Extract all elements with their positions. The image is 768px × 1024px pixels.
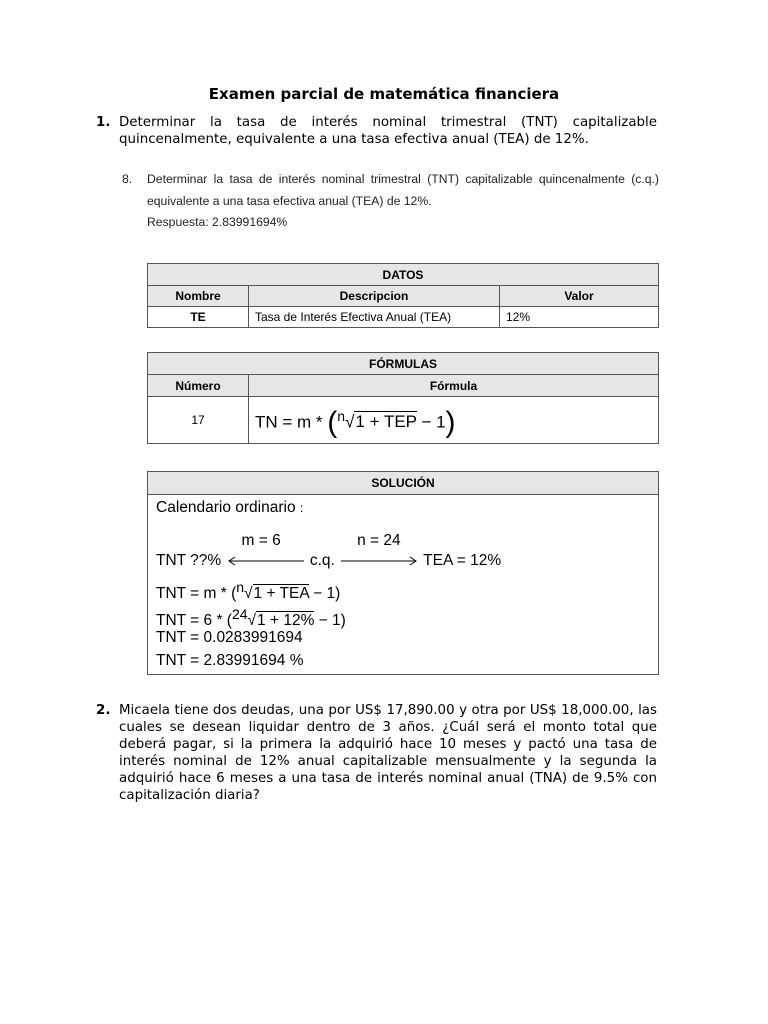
formulas-header: FÓRMULAS bbox=[148, 353, 659, 375]
datos-cell-valor: 12% bbox=[500, 307, 659, 328]
datos-col-nombre: Nombre bbox=[148, 286, 249, 307]
formula-root-index: n bbox=[337, 407, 346, 424]
n-label: n = 24 bbox=[357, 532, 401, 549]
formulas-col-formula: Fórmula bbox=[249, 375, 659, 397]
radical-icon: √ bbox=[247, 612, 257, 630]
m-label: m = 6 bbox=[241, 532, 281, 549]
solution-line-5: TNT = 2.83991694 % bbox=[156, 652, 304, 669]
calendar-line: Calendario ordinario : bbox=[156, 499, 304, 516]
question-1-text: Determinar la tasa de interés nominal trimestral (TNT) capitalizable quincenalmente, equivalente a una tasa efectiva anual (TEA) de 12%. bbox=[119, 115, 657, 147]
exam-title: Examen parcial de matemática financiera bbox=[208, 85, 560, 103]
solucion-box bbox=[147, 471, 659, 675]
solution-line-1: TNT ??% m = 6 c.q. n = 24 TEA = 12% bbox=[156, 532, 502, 570]
left-arrow-icon bbox=[226, 532, 306, 570]
question-2-number: 2. bbox=[96, 703, 111, 718]
solution-line-4: TNT = 0.0283991694 bbox=[156, 629, 303, 646]
radical-icon: √ bbox=[244, 585, 253, 603]
radical-icon: √ bbox=[345, 412, 355, 432]
formula-left: TN = m * bbox=[255, 412, 323, 432]
formulas-table bbox=[147, 352, 659, 444]
solution-line-2: TNT = m * ($^n$√1 + TEA − 1) bbox=[156, 579, 341, 603]
example-text: Determinar la tasa de interés nominal trimestral (TNT) capitalizable quincenalmente (c.q.) equivalente a una tasa efectiva anual (TEA) de 12%. bbox=[147, 172, 659, 208]
question-2-text: Micaela tiene dos deudas, una por US$ 17,890.00 y otra por US$ 18,000.00, las cuales se desean liquidar dentro de 3 años. ¿Cuál será el monto total que deberá pagar, si la primera la adquirió hace 10 meses y pactó una tasa de interés nominal de 12% anual capitalizable mensualmente y la segunda la adquirió hace 6 meses a una tasa de interés nominal anual (TNA) de 9.5% con capitalización diaria? bbox=[119, 703, 657, 803]
question-1-number: 1. bbox=[96, 115, 111, 130]
formula-number: 17 bbox=[148, 397, 249, 444]
datos-header: DATOS bbox=[148, 264, 659, 286]
datos-cell-nombre: TE bbox=[148, 307, 249, 328]
datos-cell-descripcion: Tasa de Interés Efectiva Anual (TEA) bbox=[249, 307, 500, 328]
calendar-label: Calendario ordinario bbox=[156, 499, 296, 516]
formula-tail: − 1 bbox=[421, 412, 446, 432]
formulas-col-numero: Número bbox=[148, 375, 249, 397]
solution-line-3: TNT = 6 * ($^{24}$√1 + 12% − 1) bbox=[156, 606, 346, 630]
datos-col-valor: Valor bbox=[500, 286, 659, 307]
example-answer: Respuesta: 2.83991694% bbox=[147, 215, 288, 229]
example-number: 8. bbox=[122, 172, 133, 186]
formula-expression: TN = m * ($^n$√1 + TEP − 1) bbox=[249, 397, 659, 444]
datos-table bbox=[147, 263, 659, 328]
formula-radicand: 1 + TEP bbox=[355, 412, 417, 432]
solucion-header: SOLUCIÓN bbox=[148, 472, 658, 495]
right-arrow-icon bbox=[339, 532, 419, 570]
datos-col-descripcion: Descripcion bbox=[249, 286, 500, 307]
